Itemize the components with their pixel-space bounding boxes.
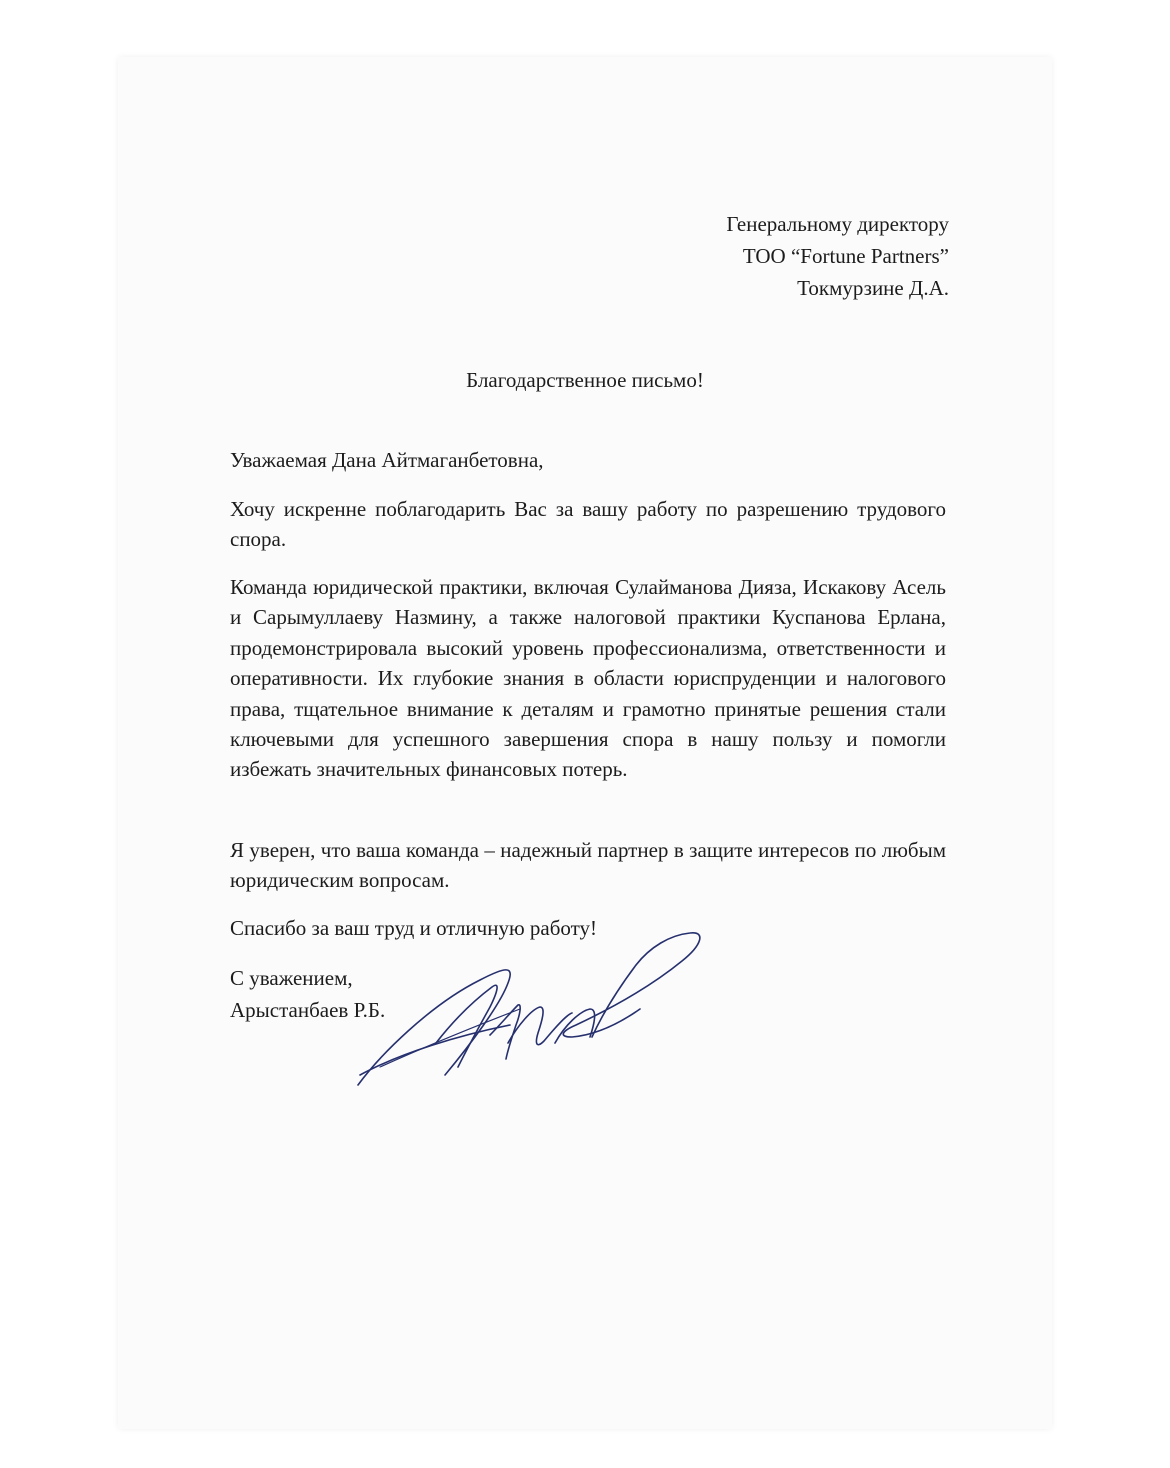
paragraph-confidence: Я уверен, что ваша команда – надежный партнер в защите интересов по любым юридическим вопросам. bbox=[230, 838, 946, 893]
addressee-block bbox=[726, 208, 949, 304]
addressee-name: Токмурзине Д.А. bbox=[797, 276, 949, 300]
addressee-position: Генеральному директору bbox=[726, 212, 949, 236]
signature-icon bbox=[340, 925, 720, 1095]
paragraph-gratitude: Спасибо за ваш труд и отличную работу! bbox=[230, 916, 598, 940]
letter-title: Благодарственное письмо! bbox=[466, 368, 704, 392]
letter-greeting: Уважаемая Дана Айтмаганбетовна, bbox=[230, 448, 544, 472]
paragraph-thanks: Хочу искренне поблагодарить Вас за вашу работу по разрешению трудового спора. bbox=[230, 497, 946, 552]
closing-signatory: Арыстанбаев Р.Б. bbox=[230, 998, 386, 1022]
closing-regards: С уважением, bbox=[230, 966, 353, 990]
paragraph-team: Команда юридической практики, включая Сулайманова Дияза, Искакову Асель и Сарымуллаеву Назмину, а также налоговой практики Куспанова Ерлана, продемонстрировала высокий уровень профессионализма, ответственности и оперативности. Их глубокие знания в области юриспруденции и налогового права, тщательное внимание к деталям и грамотно принятые решения стали ключевыми для успешного завершения спора в нашу пользу и помогли избежать значительных финансовых потерь. bbox=[230, 575, 946, 782]
addressee-company: ТОО “Fortune Partners” bbox=[742, 244, 949, 268]
